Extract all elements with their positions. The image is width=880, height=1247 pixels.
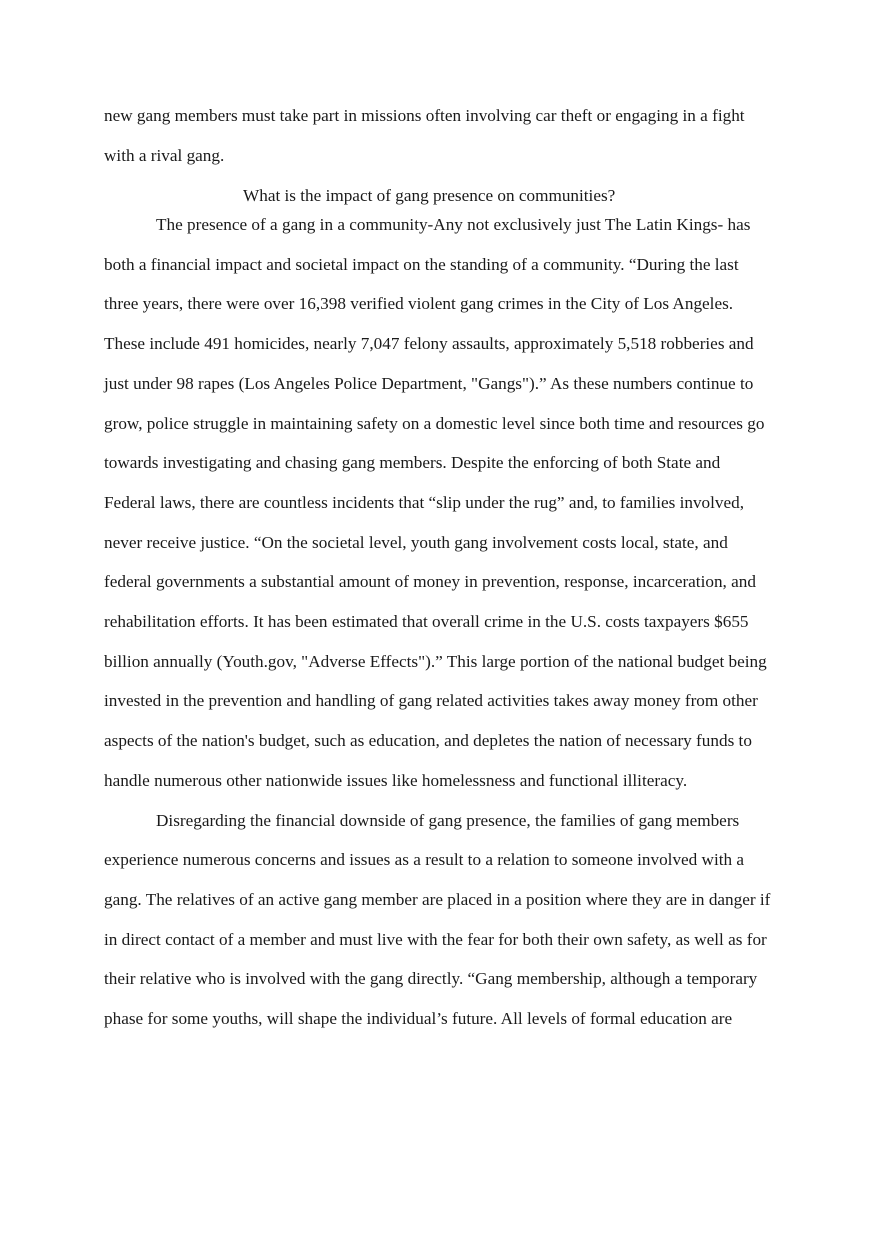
paragraph-line: three years, there were over 16,398 verified violent gang crimes in the City of Los Angeles. xyxy=(104,294,734,313)
paragraph-line: both a financial impact and societal impact on the standing of a community. “During the last xyxy=(104,255,739,274)
paragraph-line: experience numerous concerns and issues as a result to a relation to someone involved with a xyxy=(104,850,745,869)
intro-line: new gang members must take part in missions often involving car theft or engaging in a fight xyxy=(104,106,745,125)
paragraph-line: in direct contact of a member and must live with the fear for both their own safety, as well as for xyxy=(104,930,767,949)
paragraph-line: phase for some youths, will shape the individual’s future. All levels of formal education are xyxy=(104,1009,733,1028)
paragraph-line: just under 98 rapes (Los Angeles Police Department, "Gangs").” As these numbers continue to xyxy=(104,374,754,393)
paragraph-line: rehabilitation efforts. It has been estimated that overall crime in the U.S. costs taxpayers $655 xyxy=(104,612,749,631)
paragraph-line: aspects of the nation's budget, such as education, and depletes the nation of necessary funds to xyxy=(104,731,752,750)
paragraph-line: Disregarding the financial downside of gang presence, the families of gang members xyxy=(156,811,740,830)
intro-line: with a rival gang. xyxy=(104,146,225,165)
paragraph-line: billion annually (Youth.gov, "Adverse Effects").” This large portion of the national budget being xyxy=(104,652,767,671)
paragraph-line: handle numerous other nationwide issues like homelessness and functional illiteracy. xyxy=(104,771,688,790)
paragraph-line: invested in the prevention and handling of gang related activities takes away money from other xyxy=(104,691,758,710)
paragraph-line: never receive justice. “On the societal level, youth gang involvement costs local, state, and xyxy=(104,533,728,552)
paragraph-line: These include 491 homicides, nearly 7,047 felony assaults, approximately 5,518 robberies and xyxy=(104,334,754,353)
paragraph-line: gang. The relatives of an active gang member are placed in a position where they are in danger if xyxy=(104,890,771,909)
paragraph-line: Federal laws, there are countless incidents that “slip under the rug” and, to families involved, xyxy=(104,493,745,512)
paragraph-line: their relative who is involved with the gang directly. “Gang membership, although a temporary xyxy=(104,969,758,988)
paragraph-line: federal governments a substantial amount of money in prevention, response, incarceration, and xyxy=(104,572,756,591)
section-heading: What is the impact of gang presence on communities? xyxy=(243,186,616,205)
paragraph-line: The presence of a gang in a community-Any not exclusively just The Latin Kings- has xyxy=(156,215,751,234)
paragraph-line: grow, police struggle in maintaining safety on a domestic level since both time and resources go xyxy=(104,414,765,433)
paragraph-line: towards investigating and chasing gang members. Despite the enforcing of both State and xyxy=(104,453,721,472)
